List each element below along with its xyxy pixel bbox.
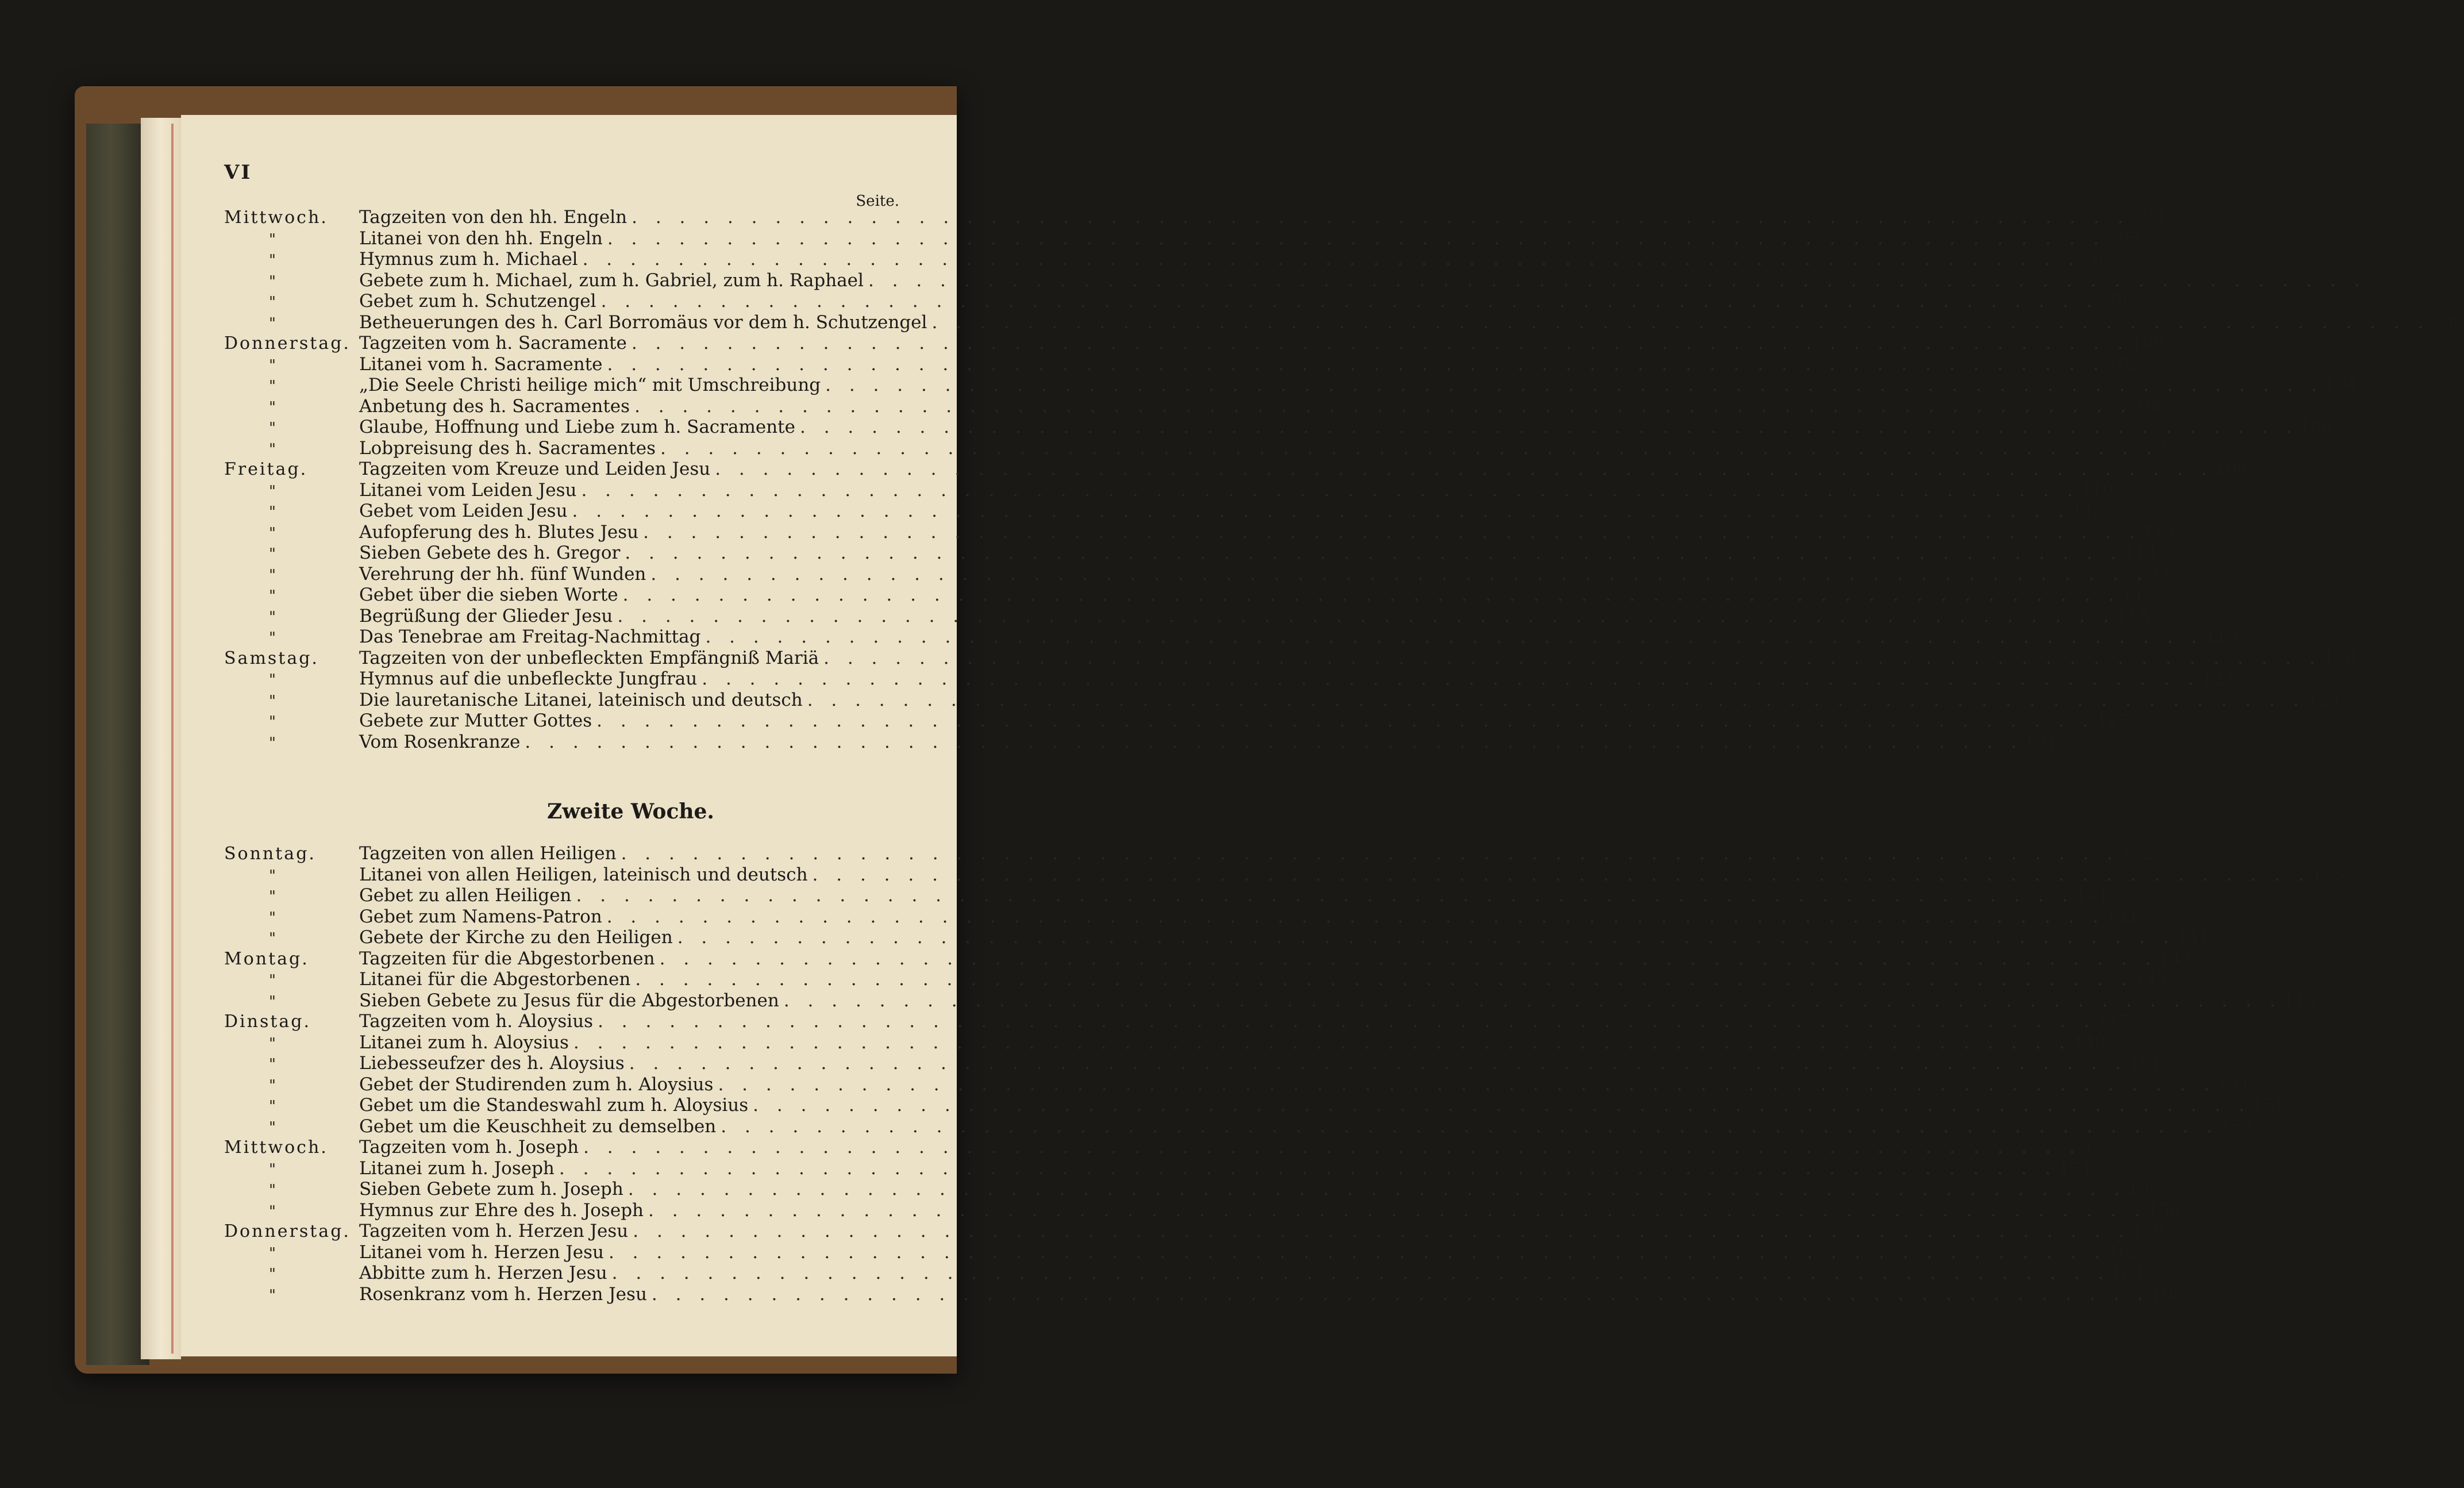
ditto-mark: " [269,230,278,248]
toc-entry [224,1137,2116,1158]
toc-entry [224,249,2115,270]
entry-title: Hymnus zum h. Michael [359,249,578,270]
ditto-mark: " [269,252,278,269]
ditto-mark: " [269,734,278,752]
entry-title: Tagzeiten von der unbefleckten Empfängniß Mariä [359,647,819,668]
entry-title: Tagzeiten von allen Heiligen [359,843,617,864]
dot-leader [627,207,2130,228]
toc-entry [224,689,2340,711]
toc-entry [224,1263,2145,1284]
ditto-mark: " [269,629,278,647]
entry-title: Abbitte zum h. Herzen Jesu [359,1263,607,1283]
toc-entry [224,501,2105,522]
toc-entry [224,563,2184,585]
entry-page-number: 152 [2082,1137,2116,1158]
dot-leader [748,1095,2251,1116]
toc-entry [224,459,2247,480]
entry-title: Lobpreisung des h. Sacramentes [359,437,656,459]
dot-leader [520,732,2023,752]
ditto-mark: " [269,993,278,1010]
entry-page-number: 120 [2323,648,2356,668]
toc-entry [224,270,2401,291]
entry-page-number: 115 [2150,564,2184,585]
ditto-mark: " [269,1118,278,1136]
entry-page-number: 98 [2378,270,2401,291]
entry-page-number: 113 [2142,522,2176,543]
entry-title: Tagzeiten von den hh. Engeln [359,207,627,228]
ditto-mark: " [269,398,278,416]
entry-page-number: 99 [2442,312,2464,333]
dot-leader [779,990,2282,1011]
dot-leader [697,668,2200,689]
entry-page-number: 151 [2252,1095,2285,1116]
toc-entry [224,1283,2184,1305]
entry-page-number: 114 [2124,543,2158,563]
entry-page-number: 118 [2116,606,2150,626]
entry-title: Das Tenebrae am Freitag-Nachmittag [359,626,701,647]
ditto-mark: " [269,692,278,710]
dot-leader [625,1053,2127,1074]
entry-page-number: 154 [2058,1158,2092,1179]
dot-leader [821,375,2323,395]
toc-entry [224,585,2155,606]
ditto-mark: " [269,587,278,605]
entry-page-number: 132 [2120,844,2154,864]
day-label: Donnerstag. [224,333,351,353]
ditto-mark: " [269,1035,278,1052]
toc-entry [224,1221,2166,1242]
entry-title: Litanei vom h. Sacramente [359,353,603,375]
dot-leader [656,438,2158,459]
entry-title: Gebete zur Mutter Gottes [359,710,592,731]
day-label: Samstag. [224,648,319,668]
dot-leader [579,1137,2081,1158]
ditto-mark: " [269,356,278,374]
entry-page-number: 162 [2108,1242,2141,1263]
entry-page-number: 164 [2111,1263,2145,1283]
toc-entry [224,479,2114,501]
toc-entry [224,626,2238,648]
entry-title: Litanei zum h. Joseph [359,1158,555,1179]
day-label: Donnerstag. [224,1221,351,1241]
entry-page-number: 149 [2073,1032,2106,1053]
entry-page-number: 106 [2299,417,2332,437]
entry-page-number: 142 [2159,948,2192,969]
section-spacer [224,752,899,786]
entry-page-number: 100 [2131,333,2164,353]
entry-page-number: 145 [2283,990,2316,1011]
ditto-mark: " [269,909,278,926]
entry-title: Gebet um die Standeswahl zum h. Aloysius [359,1095,749,1116]
day-label: Freitag. [224,459,308,479]
entry-title: Gebet der Studirenden zum h. Aloysius [359,1074,714,1095]
dot-leader [620,543,2123,563]
entry-title: Litanei für die Abgestorbenen [359,969,631,990]
toc-entry [224,864,2345,886]
entry-title: Gebet zu allen Heiligen [359,885,572,906]
section-spacer [224,837,899,843]
toc-entry [224,417,2332,438]
toc-entry [224,1011,2130,1032]
dot-leader [596,291,2099,312]
dot-leader [819,648,2321,668]
toc-entry [224,1074,2251,1095]
dot-leader [927,312,2430,333]
entry-page-number: 125 [2307,690,2340,710]
entry-page-number: 135 [2312,864,2345,885]
entry-page-number: 143 [2134,970,2168,990]
toc-entry [224,1032,2106,1053]
dot-leader [603,354,2105,375]
entry-title: Litanei vom h. Herzen Jesu [359,1241,604,1263]
entry-page-number: 156 [2127,1179,2161,1199]
dot-leader [795,417,2298,437]
toc-entry [224,1116,2254,1137]
dot-leader [630,969,2133,990]
entry-page-number: 158 [2147,1200,2181,1221]
dot-leader [604,1242,2107,1263]
entry-title: Hymnus auf die unbefleckte Jungfrau [359,668,698,689]
ditto-mark: " [269,930,278,947]
entry-title: Tagzeiten vom h. Joseph [359,1137,579,1158]
ditto-mark: " [269,420,278,437]
entry-title: Gebete zum h. Michael, zum h. Gabriel, zum h. Raphael [359,270,864,291]
entry-page-number: 119 [2204,627,2238,647]
ditto-mark: " [269,566,278,584]
ditto-mark: " [269,545,278,563]
entry-title: Gebet zum Namens-Patron [359,906,602,927]
entry-page-number: 95 [2118,228,2140,249]
ditto-mark: " [269,867,278,885]
entry-page-number: 117 [2122,585,2155,605]
toc-entry [224,990,2316,1012]
ditto-mark: " [269,1076,278,1094]
book-spine [86,124,149,1365]
entry-title: Litanei von allen Heiligen, lateinisch und deutsch [359,864,808,885]
entry-title: Anbetung des h. Sacramentes [359,395,630,417]
entry-title: Sieben Gebete zum h. Joseph [359,1179,623,1199]
red-page-edge [171,124,174,1354]
entry-title: Gebet um die Keuschheit zu demselben [359,1116,717,1137]
ditto-mark: " [269,503,278,521]
dot-leader [655,948,2158,969]
dot-leader [808,864,2311,885]
entry-title: Gebet zum h. Schutzengel [359,291,596,312]
toc-entry [224,207,2164,228]
dot-leader [710,459,2213,479]
entry-title: Betheuerungen des h. Carl Borromäus vor dem h. Schutzengel [359,312,927,333]
dot-leader [576,480,2079,501]
ditto-mark: " [269,608,278,626]
entry-title: Tagzeiten vom h. Aloysius [359,1011,594,1032]
dot-leader [647,1284,2150,1305]
entry-title: Litanei zum h. Aloysius [359,1032,569,1053]
dot-leader [644,1200,2146,1221]
ditto-mark: " [269,972,278,989]
entry-title: Tagzeiten vom Kreuze und Leiden Jesu [359,459,711,479]
ditto-mark: " [269,1056,278,1073]
ditto-mark: " [269,1160,278,1178]
dot-leader [603,228,2105,249]
toc-entry [224,1179,2161,1200]
toc-entry [224,710,2129,732]
entry-title: Sieben Gebete des h. Gregor [359,543,621,563]
dot-leader [613,606,2115,626]
toc-entry [224,843,2154,864]
entry-title: Glaube, Hoffnung und Liebe zum h. Sacramente [359,417,795,437]
entry-page-number: 141 [2106,906,2139,927]
ditto-mark: " [269,1244,278,1262]
toc-entry [224,437,2193,459]
ditto-mark: " [269,1286,278,1304]
dot-leader [569,1032,2072,1053]
day-label: Montag. [224,948,309,969]
entry-page-number: 147 [2097,1012,2130,1032]
entry-page-number: 159 [2132,1221,2166,1241]
dot-leader [630,396,2132,417]
toc-entry [224,1095,2285,1116]
page-edges [141,118,181,1359]
toc-entry [224,731,2058,753]
toc-entry [224,521,2176,543]
entry-title: Die lauretanische Litanei, lateinisch und deutsch [359,689,803,710]
ditto-mark: " [269,713,278,730]
dot-leader [646,564,2149,585]
page-column-label: Seite. [856,193,899,210]
entry-page-number: 110 [2080,480,2114,501]
toc-entry [224,1241,2141,1263]
entry-page-number: 151 [2128,1053,2162,1074]
toc-entry [224,543,2158,564]
entry-title: Begrüßung der Glieder Jesu [359,605,613,626]
entry-title: Rosenkranz vom h. Herzen Jesu [359,1283,647,1305]
ditto-mark: " [269,888,278,905]
toc-entry [224,312,2464,333]
toc-entry [224,353,2140,375]
dot-leader [638,522,2141,543]
entry-title: „Die Seele Christi heilige mich“ mit Umschreibung [359,375,821,395]
toc-entry [224,333,2164,354]
entry-title: Verehrung der hh. fünf Wunden [359,563,646,585]
entry-page-number: 166 [2151,1284,2184,1305]
entry-page-number: 104 [2324,375,2358,395]
entry-page-number: 108 [2214,459,2247,479]
entry-page-number: 106 [2134,396,2167,417]
entry-page-number: 93 [2142,207,2164,228]
dot-leader [602,906,2105,927]
book-page [181,115,2464,1356]
entry-title: Litanei von den hh. Engeln [359,228,603,249]
entry-title: Vom Rosenkranze [359,731,521,752]
day-label: Dinstag. [224,1012,311,1032]
dot-leader [673,927,2176,948]
entry-title: Gebet über die sieben Worte [359,585,618,605]
entry-title: Sieben Gebete zu Jesus für die Abgestorbenen [359,990,779,1011]
entry-page-number: 127 [2096,711,2129,731]
dot-leader [555,1158,2057,1179]
toc-entry [224,885,2109,906]
dot-leader [628,1221,2131,1241]
toc-entry [224,228,2140,249]
entry-page-number: 141 [2177,928,2210,948]
ditto-mark: " [269,314,278,332]
toc-entry [224,375,2358,396]
ditto-mark: " [269,482,278,500]
entry-page-number: 97 [2093,249,2115,270]
toc-entry [224,927,2210,948]
ditto-mark: " [269,440,278,458]
dot-leader [593,1011,2096,1032]
entry-title: Aufopferung des h. Blutes Jesu [359,521,639,543]
ditto-mark: " [269,1182,278,1199]
day-label: Mittwoch. [224,1137,328,1158]
entry-page-number: 141 [2076,886,2109,906]
entry-page-number: 131 [2024,732,2058,752]
entry-title: Litanei vom Leiden Jesu [359,479,577,501]
section-heading: Zweite Woche. [547,799,714,824]
entry-page-number: 151 [2217,1074,2251,1095]
dot-leader [618,585,2121,605]
ditto-mark: " [269,671,278,689]
entry-page-number: 107 [2159,438,2193,459]
ditto-mark: " [269,378,278,395]
toc-list [224,207,2464,1305]
dot-leader [572,885,2074,906]
dot-leader [864,270,2366,291]
entry-page-number: 102 [2107,354,2140,375]
toc-entry [224,1053,2162,1074]
dot-leader [627,333,2130,353]
dot-leader [592,710,2095,731]
toc-entry [224,395,2167,417]
entry-page-number: 113 [2072,501,2105,521]
dot-leader [716,1116,2219,1137]
entry-title: Liebesseufzer des h. Aloysius [359,1053,625,1074]
dot-leader [578,249,2081,270]
page-number-folio: VI [224,161,252,184]
toc-entry [224,668,2235,690]
entry-page-number: 123 [2201,669,2235,689]
entry-title: Gebete der Kirche zu den Heiligen [359,927,673,948]
toc-entry [224,291,2134,312]
dot-leader [607,1263,2110,1283]
day-label: Mittwoch. [224,207,328,228]
ditto-mark: " [269,524,278,542]
ditto-mark: " [269,1202,278,1220]
entry-page-number: 98 [2111,291,2134,312]
entry-title: Tagzeiten für die Abgestorbenen [359,948,655,969]
toc-entry [224,1158,2092,1179]
toc-entry [224,969,2168,990]
entry-title: Hymnus zur Ehre des h. Joseph [359,1199,644,1221]
toc-entry [224,948,2192,970]
entry-page-number: 152 [2220,1116,2254,1137]
toc-entry [224,906,2139,928]
dot-leader [623,1179,2126,1199]
toc-entry [224,647,2356,669]
dot-leader [617,843,2119,864]
dot-leader [568,501,2070,521]
ditto-mark: " [269,294,278,311]
toc-entry [224,1199,2181,1221]
ditto-mark: " [269,1098,278,1115]
entry-title: Gebet vom Leiden Jesu [359,501,568,521]
dot-leader [803,690,2305,710]
ditto-mark: " [269,272,278,290]
dot-leader [700,626,2203,647]
entry-title: Tagzeiten vom h. Sacramente [359,333,627,353]
ditto-mark: " [269,1266,278,1283]
dot-leader [713,1074,2216,1095]
day-label: Sonntag. [224,844,316,864]
toc-entry [224,605,2150,627]
entry-title: Tagzeiten vom h. Herzen Jesu [359,1221,629,1241]
